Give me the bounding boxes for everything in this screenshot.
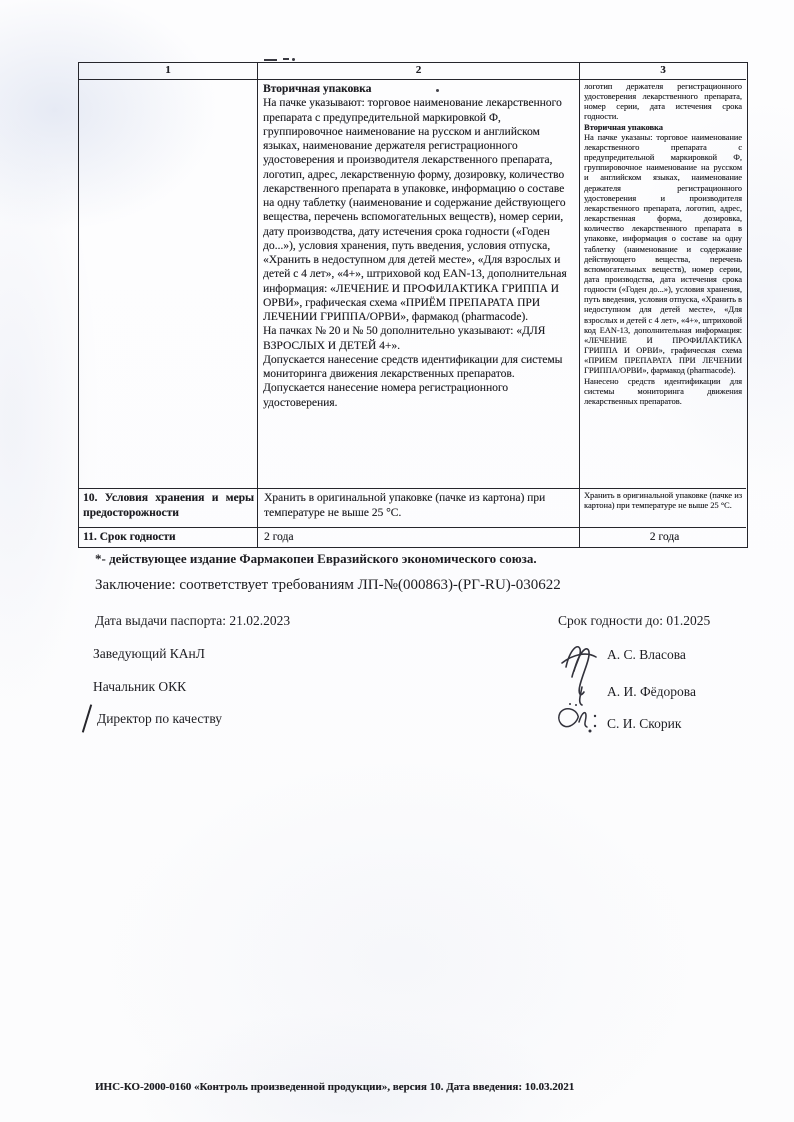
primary-packaging-result-tail: логотип держателя регистрационного удостоверения лекарственного препарата, номер серии, дата истечения срока годности. (584, 82, 742, 122)
signature-vlasova-icon (556, 637, 600, 707)
secondary-packaging-requirements-text: На пачке указывают: торговое наименование лекарственного препарата с предупредительной маркировкой Ф, группировочное наименование на русском и английском языках, наименование держателя регистрационного удостоверения и производителя лекарственного препарата, логотип, адрес, лекарственную форму, дозировку, количество лекарственного препарата в упаковке, информацию о составе на одну таблетку (наименование и содержание действующего вещества, перечень вспомогательных веществ), номер серии, дату производства, дату истечения срока годности («Годен до...»), условия хранения, путь введения, условия отпуска, «Хранить в недоступном для детей месте», «Для взрослых и детей с 4 лет», «4+», штриховой код EAN-13, дополнительная информация: «ЛЕЧЕНИЕ И ПРОФИЛАКТИКА ГРИППА И ОРВИ», графическая схема «ПРИЁМ ПРЕПАРАТА ПРИ ЛЕЧЕНИИ ГРИППА/ОРВИ», фармакод (pharmacode). (263, 97, 567, 323)
expiry-date: Срок годности до: 01.2025 (558, 613, 711, 628)
spec-table (78, 62, 748, 548)
storage-conditions-requirement: Хранить в оригинальной упаковке (пачке из картона) при температуре не выше 25 °С. (258, 489, 580, 528)
scan-dash-artifact (283, 58, 289, 60)
secondary-packaging-result-text: На пачке указаны: торговое наименование лекарственного препарата с предупредительной маркировкой Ф, группировочное наименование на русском и английском языках, наименование держателя регистрационного удостоверения и производителя лекарственного препарата, логотип, адрес, лекарственная форма, дозировка, количество лекарственного препарата в упаковке, информация о составе на одну таблетку (наименование и содержание действующего вещества, перечень вспомогательных веществ), номер серии, дата производства, дата истечения срока годности («Годен до...»), условия хранения, путь введения, условия отпуска, «Хранить в недоступном для детей месте», «Для взрослых и детей с 4 лет», «4+», штриховой код EAN-13, дополнительная информация: «ЛЕЧЕНИЕ И ПРОФИЛАКТИКА ГРИППА И ОРВИ», графическая схема «ПРИЕМ ПРЕПАРАТА ПРИ ЛЕЧЕНИИ ГРИППА/ОРВИ», фармакод (pharmacode). (584, 132, 742, 376)
packaging-requirements-cell (258, 80, 580, 489)
storage-conditions-result: Хранить в оригинальной упаковке (пачке из картона) при температуре не выше 25 °С. (580, 489, 746, 528)
storage-conditions-row-label: 10. Условия хранения и меры предосторожности (79, 489, 258, 528)
secondary-packaging-identification-text: Допускается нанесение средств идентификации для системы мониторинга движения лекарственных препаратов. Допускается нанесение номера регистрационного удостоверения. (263, 353, 563, 409)
conclusion-statement: Заключение: соответствует требованиям ЛП-№(000863)-(РГ-RU)-030622 (95, 577, 561, 593)
signatory-title-quality-director: Директор по качеству (97, 711, 222, 726)
scan-dot-artifact (292, 58, 295, 61)
secondary-packaging-result-identification: Нанесено средств идентификации для системы мониторинга движения лекарственных препаратов. (584, 376, 742, 406)
signatory-name-vlasova: А. С. Власова (607, 647, 686, 662)
signature-skorik-icon (550, 700, 598, 738)
column-header-2: 2 (258, 63, 580, 80)
signatory-title-qc-head: Начальник ОКК (93, 679, 187, 694)
scan-dash-artifact (264, 59, 277, 61)
signatory-name-skorik: С. И. Скорик (607, 716, 682, 731)
secondary-packaging-extra-packs-text: На пачках № 20 и № 50 дополнительно указывают: «ДЛЯ ВЗРОСЛЫХ И ДЕТЕЙ 4+». (263, 325, 546, 352)
column-header-3: 3 (580, 63, 746, 80)
packaging-row-label-cell-empty (79, 80, 258, 489)
packaging-results-cell (580, 80, 746, 489)
shelf-life-result: 2 года (649, 531, 680, 543)
signatory-name-fedorova: А. И. Фёдорова (607, 684, 696, 699)
signatory-title-lab-head: Заведующий КАнЛ (93, 646, 205, 661)
document-footer-reference: ИНС-КО-2000-0160 «Контроль произведенной продукции», версия 10. Дата введения: 10.03.2021 (95, 1081, 575, 1093)
pen-slash-mark (82, 704, 92, 732)
shelf-life-requirement: 2 года (258, 528, 580, 547)
shelf-life-row-label: 11. Срок годности (79, 528, 258, 547)
pharmacopoeia-footnote: *- действующее издание Фармакопеи Евразийского экономического союза. (95, 551, 537, 566)
column-header-1: 1 (79, 63, 258, 80)
secondary-packaging-result-heading: Вторичная упаковка (584, 122, 663, 132)
secondary-packaging-heading: Вторичная упаковка (263, 83, 372, 95)
passport-issue-date: Дата выдачи паспорта: 21.02.2023 (95, 613, 291, 628)
